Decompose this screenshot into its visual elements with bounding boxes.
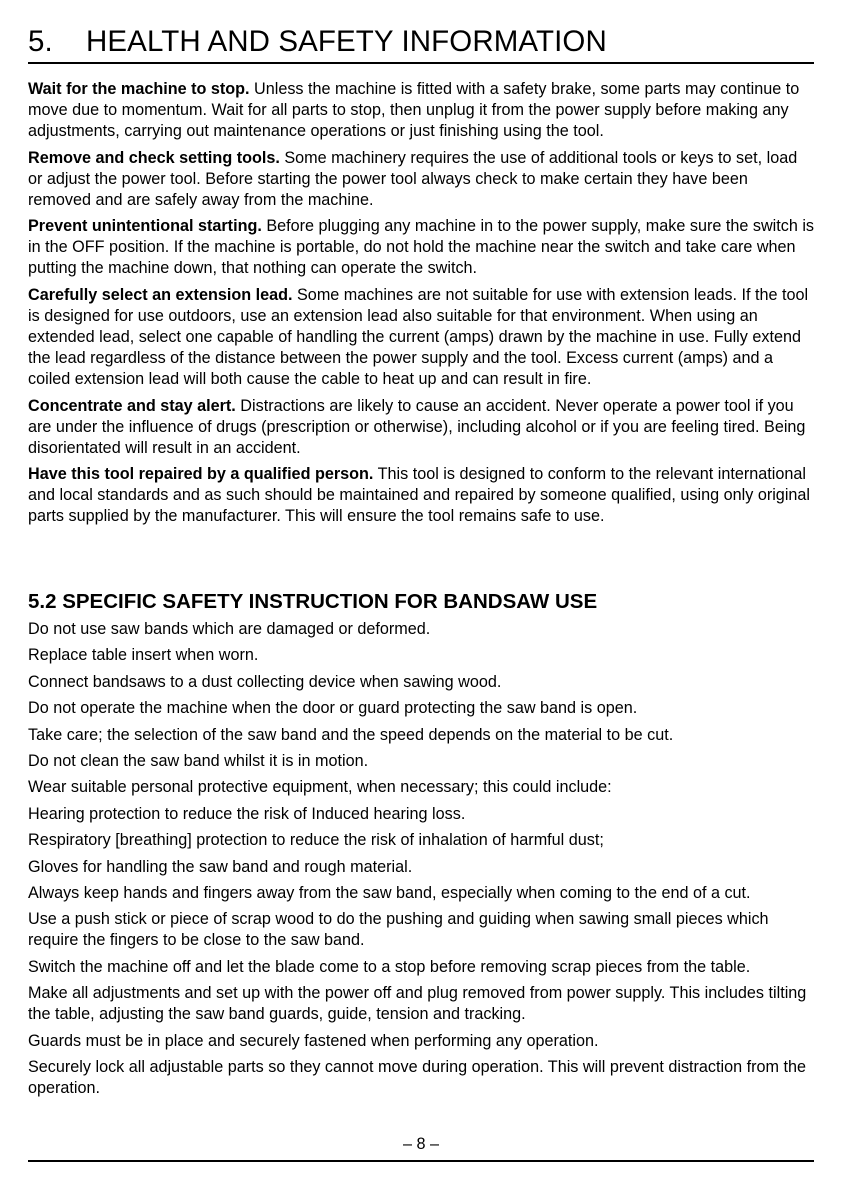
instruction-item: Wear suitable personal protective equipment, when necessary; this could include:: [28, 778, 612, 797]
safety-item-text: Some machines are not suitable for use with extension leads. If the tool is designed for use outdoors, use an extension lead also suitable for that environment. When using an extended lead, select one capable of handling the current (amps) drawn by the machine in use. Fully extend the lead regardless of the distance between the power supply and the tool. Excess current (amps) and a coiled extension lead will both cause the cable to heat up and can result in fire.: [28, 286, 809, 388]
safety-item-text: Distractions are likely to cause an accident. Never operate a power tool if you are under the influence of drugs (prescription or otherwise), including alcohol or if you are feeling tired. Being disorientated will result in an accident.: [28, 396, 806, 457]
safety-item: [28, 285, 814, 390]
title-rule: [28, 62, 814, 64]
safety-item: [28, 79, 814, 142]
safety-item-heading: Concentrate and stay alert.: [28, 396, 236, 415]
subsection-title: 5.2 SPECIFIC SAFETY INSTRUCTION FOR BANDSAW USE: [28, 590, 598, 613]
safety-item-text: Unless the machine is fitted with a safety brake, some parts may continue to move due to momentum. Wait for all parts to stop, then unplug it from the power supply before making any adjustments, carrying out maintenance operations or just finishing using the tool.: [28, 80, 800, 140]
safety-item: [28, 216, 814, 279]
instruction-item: Take care; the selection of the saw band and the speed depends on the material to be cut.: [28, 725, 674, 744]
instruction-item: Switch the machine off and let the blade come to a stop before removing scrap pieces from the table.: [28, 957, 751, 976]
safety-item-text: This tool is designed to conform to the relevant international and local standards and as such should be maintained and repaired by someone qualified, using only original parts supplied by the manufacturer. This will ensure the tool remains safe to use.: [28, 465, 811, 526]
general-safety-list: [28, 79, 814, 527]
manual-page: [28, 0, 815, 1153]
instruction-item: Gloves for handling the saw band and rough material.: [28, 857, 413, 876]
safety-item-heading: Wait for the machine to stop.: [28, 80, 250, 98]
instruction-item: Replace table insert when worn.: [28, 646, 259, 665]
safety-item-heading: Remove and check setting tools.: [28, 148, 280, 167]
instruction-item: Do not clean the saw band whilst it is in motion.: [28, 752, 369, 771]
instruction-item: Hearing protection to reduce the risk of Induced hearing loss.: [28, 804, 466, 823]
section-title-text: HEALTH AND SAFETY INFORMATION: [86, 25, 607, 58]
safety-item-heading: Carefully select an extension lead.: [28, 286, 293, 305]
page-number: – 8 –: [402, 1135, 439, 1153]
footer-rule: [28, 1160, 814, 1162]
instruction-item: Connect bandsaws to a dust collecting device when sawing wood.: [28, 672, 502, 691]
section-number: 5.: [28, 25, 53, 58]
safety-item-heading: Have this tool repaired by a qualified person.: [28, 465, 374, 484]
safety-item: [28, 148, 814, 211]
instruction-item: Use a push stick or piece of scrap wood to do the pushing and guiding when sawing small pieces which require the fingers to be close to the saw band.: [28, 910, 769, 950]
bandsaw-safety-list: [28, 619, 814, 1104]
instruction-item: Guards must be in place and securely fastened when performing any operation.: [28, 1031, 599, 1050]
safety-item-text: Some machinery requires the use of additional tools or keys to set, load or adjust the power tool. Before starting the power tool always check to make certain they have been removed and are safely away from the machine.: [28, 148, 798, 209]
section-title: [28, 0, 814, 60]
instruction-item: Respiratory [breathing] protection to reduce the risk of inhalation of harmful dust;: [28, 831, 604, 850]
instruction-item: Do not use saw bands which are damaged or deformed.: [28, 620, 431, 638]
instruction-item: Do not operate the machine when the door or guard protecting the saw band is open.: [28, 699, 638, 718]
instruction-item: Securely lock all adjustable parts so they cannot move during operation. This will prevent distraction from the operation.: [28, 1057, 806, 1097]
instruction-item: Always keep hands and fingers away from the saw band, especially when coming to the end of a cut.: [28, 884, 751, 903]
safety-item-heading: Prevent unintentional starting.: [28, 217, 262, 236]
instruction-item: Make all adjustments and set up with the power off and plug removed from power supply. This includes tilting the table, adjusting the saw band guards, guide, tension and tracking.: [28, 984, 807, 1024]
safety-item: [28, 464, 814, 527]
safety-item-text: Before plugging any machine in to the power supply, make sure the switch is in the OFF position. If the machine is portable, do not hold the machine near the switch and take care when putting the machine down, that nothing can operate the switch.: [28, 217, 815, 278]
safety-item: [28, 396, 814, 459]
